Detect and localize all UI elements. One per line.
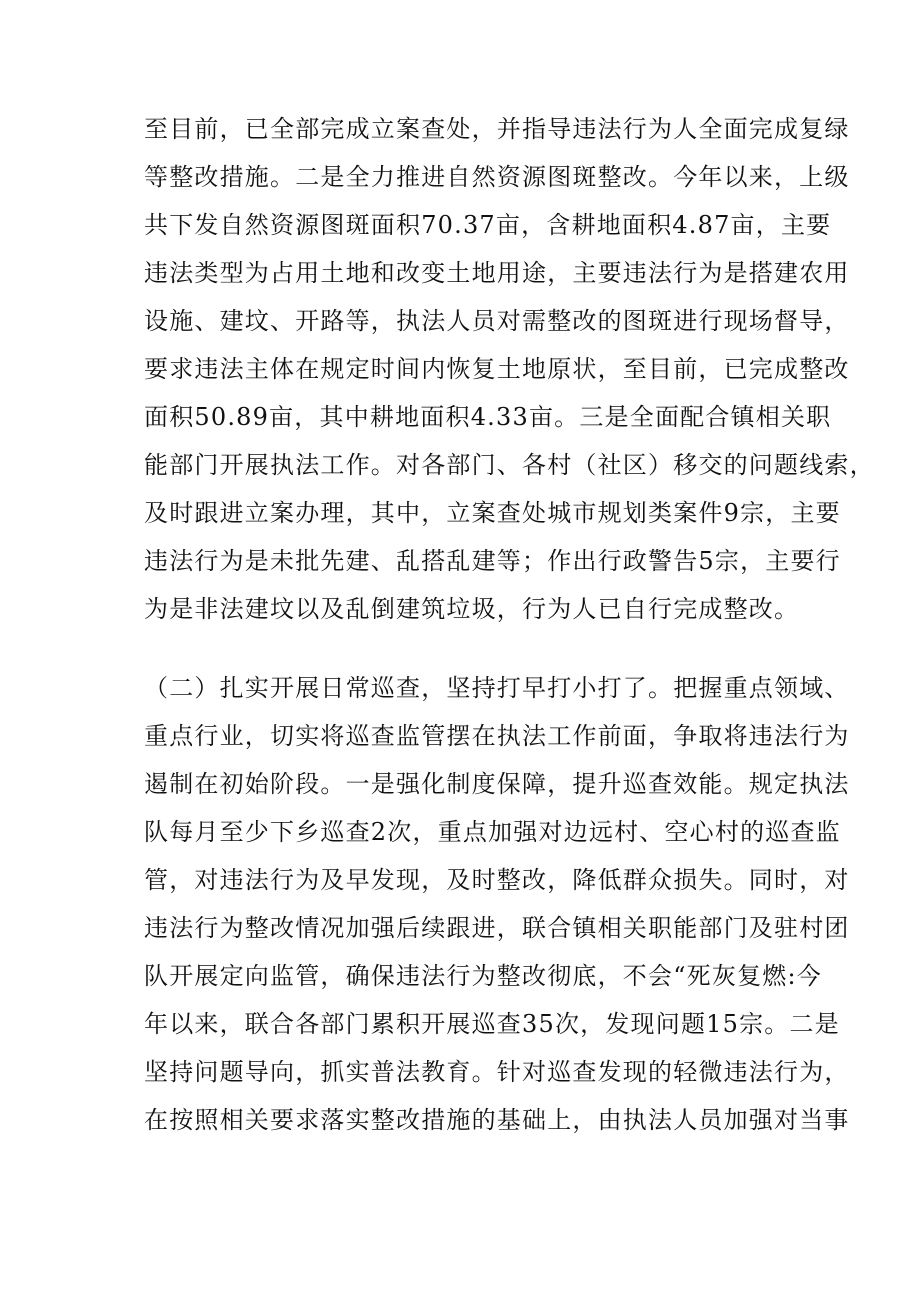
text-line: 重点行业，切实将巡查监管摆在执法工作前面，争取将违法行为 (144, 722, 850, 750)
text-line: 共下发自然资源图斑面积70.37亩，含耕地面积4.87亩，主要 (144, 211, 832, 239)
text-line: 管，对违法行为及早发现，及时整改，降低群众损失。同时，对 (144, 866, 850, 894)
text-line: 等整改措施。二是全力推进自然资源图斑整改。今年以来，上级 (144, 163, 850, 191)
text-line: 违法行为整改情况加强后续跟进，联合镇相关职能部门及驻村团 (144, 914, 850, 942)
body-paragraph-1 (144, 105, 875, 633)
text-line: 遏制在初始阶段。一是强化制度保障，提升巡查效能。规定执法 (144, 770, 850, 798)
text-line: 设施、建坟、开路等，执法人员对需整改的图斑进行现场督导， (144, 307, 850, 335)
text-line: 为是非法建坟以及乱倒建筑垃圾，行为人已自行完成整改。 (144, 595, 800, 623)
text-line: 在按照相关要求落实整改措施的基础上，由执法人员加强对当事 (144, 1106, 850, 1134)
text-line: 及时跟进立案办理，其中，立案查处城市规划类案件9宗，主要 (144, 499, 841, 527)
text-line: 队开展定向监管，确保违法行为整改彻底，不会“死灰复燃:今 (144, 962, 822, 990)
text-line: 违法行为是未批先建、乱搭乱建等；作出行政警告5宗，主要行 (144, 547, 841, 575)
text-line: 至目前，已全部完成立案查处，并指导违法行为人全面完成复绿 (144, 115, 850, 143)
text-line: 要求违法主体在规定时间内恢复土地原状，至目前，已完成整改 (144, 355, 850, 383)
text-line: 违法类型为占用土地和改变土地用途，主要违法行为是搭建农用 (144, 259, 850, 287)
text-line: 面积50.89亩，其中耕地面积4.33亩。三是全面配合镇相关职 (144, 403, 832, 431)
text-line: （二）扎实开展日常巡查，坚持打早打小打了。把握重点领域、 (144, 674, 850, 702)
body-paragraph-2 (144, 664, 850, 1144)
text-line: 坚持问题导向，抓实普法教育。针对巡查发现的轻微违法行为， (144, 1058, 850, 1086)
text-line: 能部门开展执法工作。对各部门、各村（社区）移交的问题线索， (144, 451, 875, 479)
text-line: 年以来，联合各部门累积开展巡查35次，发现问题15宗。二是 (144, 1010, 840, 1038)
text-line: 队每月至少下乡巡查2次，重点加强对边远村、空心村的巡查监 (144, 818, 841, 846)
